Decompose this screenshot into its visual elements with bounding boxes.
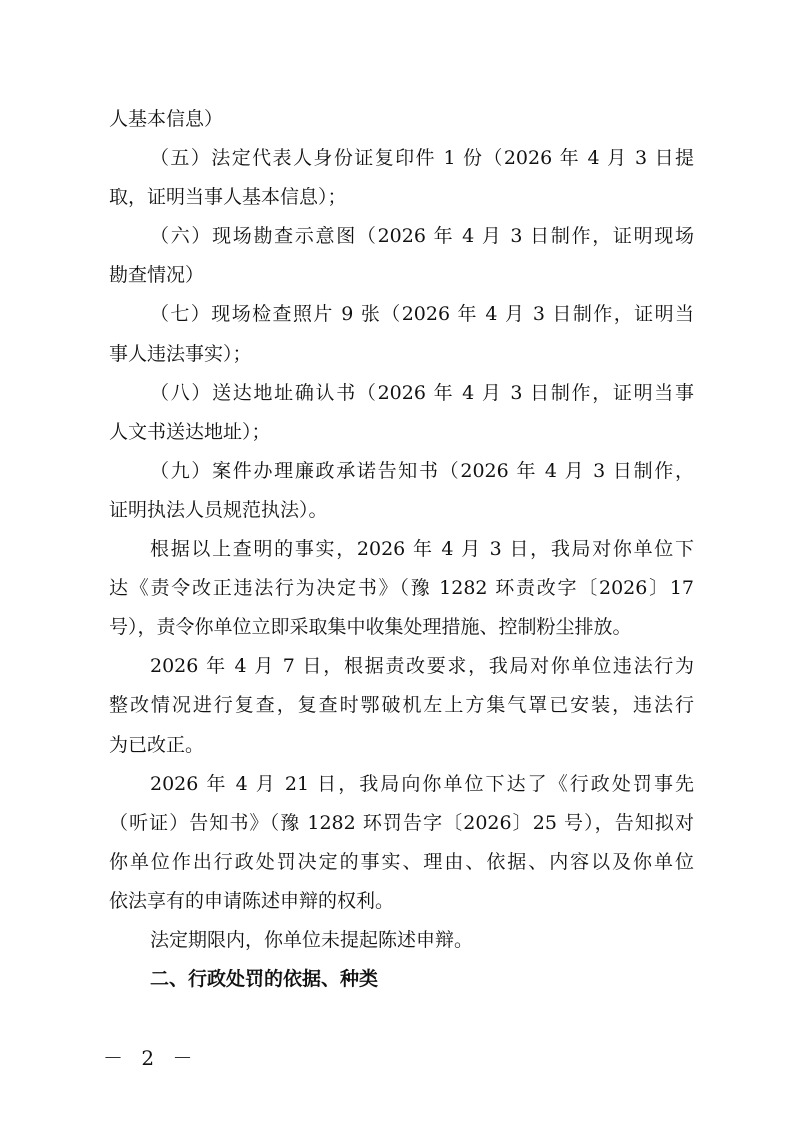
evidence-item-5-line-2: 取，证明当事人基本信息）； [109,186,347,209]
statutory-period-line: 法定期限内，你单位未提起陈述申辩。 [150,928,474,951]
notice-paragraph-line-3: 你单位作出行政处罚决定的事实、理由、依据、内容以及你单位 [109,850,694,873]
evidence-item-6-line-2: 勘查情况） [109,264,205,287]
notice-paragraph-line-4: 依法享有的申请陈述申辩的权利。 [109,889,395,912]
notice-paragraph-line-1: 2026 年 4 月 21 日，我局向你单位下达了《行政处罚事先 [150,772,694,795]
body-line-1: 人基本信息） [109,108,224,130]
evidence-item-7-line-2: 事人违法事实）； [109,342,252,365]
section-heading: 二、行政处罚的依据、种类 [150,968,379,991]
review-paragraph-line-3: 为已改正。 [109,733,205,756]
evidence-item-8-line-2: 人文书送达地址）； [109,420,271,443]
evidence-item-7-line-1: （七）现场检查照片 9 张（2026 年 4 月 3 日制作，证明当 [150,303,694,326]
evidence-item-6-line-1: （六）现场勘查示意图（2026 年 4 月 3 日制作，证明现场 [150,225,694,248]
correction-order-line-2: 达《责令改正违法行为决定书》（豫 1282 环责改字〔2026〕17 [109,577,694,600]
evidence-item-8-line-1: （八）送达地址确认书（2026 年 4 月 3 日制作，证明当事 [150,381,694,404]
evidence-item-9-line-2: 证明执法人员规范执法）。 [109,498,328,521]
page-number: － 2 － [103,1046,199,1070]
evidence-item-9-line-1: （九）案件办理廉政承诺告知书（2026 年 4 月 3 日制作， [150,459,694,482]
review-paragraph-line-2: 整改情况进行复查，复查时鄂破机左上方集气罩已安装，违法行 [109,694,694,717]
evidence-item-5-line-1: （五）法定代表人身份证复印件 1 份（2026 年 4 月 3 日提 [150,147,694,170]
correction-order-line-3: 号），责令你单位立即采取集中收集处理措施、控制粉尘排放。 [109,616,632,639]
correction-order-line-1: 根据以上查明的事实，2026 年 4 月 3 日，我局对你单位下 [150,538,694,561]
review-paragraph-line-1: 2026 年 4 月 7 日，根据责改要求，我局对你单位违法行为 [150,655,694,678]
notice-paragraph-line-2: （听证）告知书》（豫 1282 环罚告字〔2026〕25 号），告知拟对 [109,811,694,834]
document-body [109,100,694,999]
